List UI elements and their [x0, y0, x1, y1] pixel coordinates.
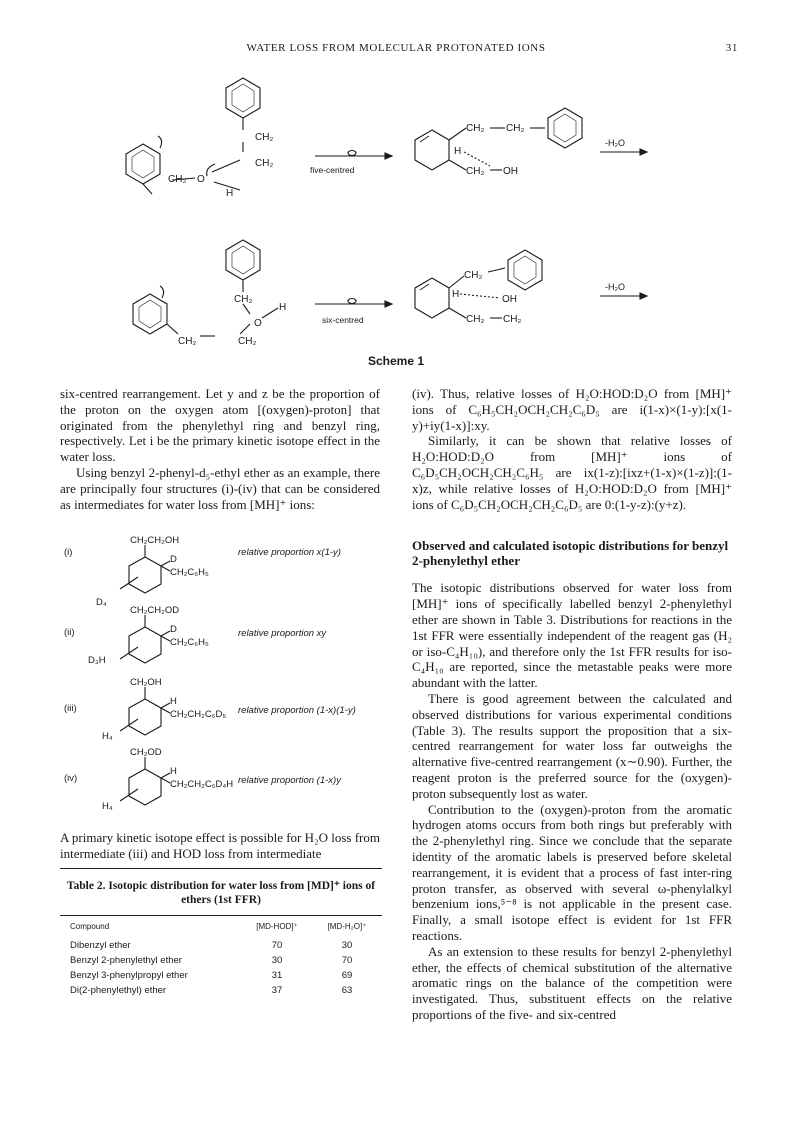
relative-proportion: relative proportion (1-x)y: [238, 775, 341, 786]
water-loss-label: -H₂O: [605, 138, 625, 148]
intermediate-group: CH₂CH₂C₆D₅: [170, 709, 227, 720]
group-label: H: [226, 188, 234, 199]
scheme-label: Scheme 1: [367, 354, 425, 368]
intermediate-number: (i): [64, 547, 73, 558]
intermediate-structures: [60, 533, 400, 823]
table-cell: 63: [341, 985, 353, 996]
table-caption: Table 2. Isotopic distribution for water loss from [MD]⁺ ions of ethers (1st FFR): [66, 880, 376, 906]
table-cell: 37: [271, 985, 283, 996]
arrow-label-five-centred: five-centred: [310, 165, 355, 175]
group-label: H: [452, 289, 460, 300]
table-header-row: [60, 916, 382, 938]
intermediate-group: CH₂CH₂OH: [130, 535, 180, 546]
table-2: [60, 868, 382, 998]
intermediate-group: CH₂C₆H₅: [170, 567, 209, 578]
table-row: [60, 968, 382, 983]
intermediate-group: H: [170, 766, 177, 777]
intermediates-drawing: [60, 533, 400, 823]
intermediate-number: (iii): [64, 703, 77, 714]
group-label: CH₂: [234, 294, 253, 305]
table-cell: Dibenzyl ether: [70, 940, 131, 951]
cyclohexadienyl-ring: [415, 278, 449, 318]
group-label: O: [197, 174, 205, 185]
intermediate-number: (ii): [64, 627, 75, 638]
intermediate-group: CH₂OD: [130, 747, 162, 758]
running-title: WATER LOSS FROM MOLECULAR PROTONATED IONS: [246, 42, 546, 54]
cyclohexadienyl-ring: [129, 699, 161, 735]
group-label: CH₂: [178, 336, 197, 347]
left-column-bottom: [60, 830, 380, 862]
table-cell: Benzyl 2-phenylethyl ether: [70, 955, 182, 966]
group-label: CH₂: [238, 336, 257, 347]
group-label: OH: [502, 294, 517, 305]
page-number: 31: [725, 42, 738, 54]
column-header: [MD-HOD]⁺: [256, 922, 298, 931]
paragraph: There is good agreement between the calculated and observed distributions for various experimental conditions (Table 3). The results support the proposition that a six-centred rearrangement for water loss far outweighs the alternative five-centred rearrangement (x∼0.90). Further, the reagent proton is the preferred source for the (oxygen)-proton subsequently lost as water.: [412, 690, 732, 801]
intermediate-group: H₄: [102, 801, 113, 812]
group-label: CH₂: [255, 158, 274, 169]
group-label: CH₂: [464, 270, 483, 281]
group-label: CH₂: [255, 132, 274, 143]
left-column: [60, 386, 380, 512]
table-cell: 69: [341, 970, 353, 981]
table-cell: Benzyl 3-phenylpropyl ether: [70, 970, 188, 981]
group-label: O: [254, 318, 262, 329]
cyclohexadienyl-ring: [129, 627, 161, 663]
paragraph: (iv). Thus, relative losses of H₂O:HOD:D₂O from [MH]⁺ ions of C₆H₅CH₂OCH₂CH₂C₆D₅ are i(1-x)×(1-y):[x(1-y)+iy(1-x)]:xy.: [412, 386, 732, 433]
table-cell: 30: [341, 940, 353, 951]
intermediate-group: CH₂C₆H₅: [170, 637, 209, 648]
arrow-label-six-centred: six-centred: [322, 315, 364, 325]
table-cell: 70: [271, 940, 283, 951]
cyclohexadienyl-ring: [129, 769, 161, 805]
intermediate-group: H₄: [102, 731, 113, 742]
intermediate-group: D: [170, 624, 177, 635]
scheme-figure: [40, 72, 760, 372]
paragraph: Contribution to the (oxygen)-proton from the aromatic hydrogen atoms occurs from both rings but preferably with the 2-phenylethyl ring. Since we conclude that the separate identity of the aromatic labels is preserved before skeletal rearrangement, it is evident that a process of fast inter-ring proton transfer, as observed with several ω-phenylalkyl benzenium ions,⁵⁻⁸ is not applicable in the present case. Finally, a small isotope effect is evident for 1st FFR reactions.: [412, 801, 732, 943]
table-rule: [60, 868, 382, 869]
table-cell: 30: [271, 955, 283, 966]
water-loss-label: -H₂O: [605, 282, 625, 292]
table-cell: Di(2-phenylethyl) ether: [70, 985, 167, 996]
right-column: [412, 386, 732, 1023]
group-label: CH₂: [466, 166, 485, 177]
table-row: [60, 938, 382, 953]
intermediate-group: CH₂OH: [130, 677, 162, 688]
paragraph: Similarly, it can be shown that relative losses of H₂O:HOD:D₂O from [MH]⁺ ions of C₆D₅CH₂OCH₂CH₂C₆H₅ are ix(1-z):[ixz+(1-x)×(1-z)]:(1-x)z, while relative losses of H₂O:HOD:D₂O from [MH]⁺ ions of C₆D₅CH₂OCH₂CH₂C₆D₅ are 0:(1-y-z):(y+z).: [412, 433, 732, 512]
column-header: Compound: [70, 922, 110, 931]
paragraph: As an extension to these results for benzyl 2-phenylethyl ether, the effects of chemical substitution of the alternative aromatic rings on the balance of the competition were investigated. Thus, substituent effects on the relative proportions of the five- and six-centred: [412, 943, 732, 1022]
group-label: H: [454, 146, 462, 157]
cyclohexadienyl-ring: [129, 557, 161, 593]
intermediate-number: (iv): [64, 773, 78, 784]
group-label: H: [279, 302, 287, 313]
intermediate-group: H: [170, 696, 177, 707]
group-label: CH₂: [466, 123, 485, 134]
paragraph: Using benzyl 2-phenyl-d₅-ethyl ether as an example, there are principally four structures (i)-(iv) that can be considered as intermediates for water loss from [MH]⁺ ions:: [60, 464, 380, 512]
table-row: [60, 953, 382, 968]
intermediate-group: CH₂CH₂C₆D₄H: [170, 779, 234, 790]
group-label: CH₂: [503, 314, 522, 325]
table-cell: 70: [341, 955, 353, 966]
section-heading: Observed and calculated isotopic distributions for benzyl 2-phenylethyl ether: [412, 538, 729, 569]
table-row: [60, 983, 382, 998]
intermediate-group: D₃H: [88, 655, 106, 666]
data-table: [60, 916, 382, 998]
relative-proportion: relative proportion xy: [238, 628, 327, 639]
paragraph: The isotopic distributions observed for water loss from [MH]⁺ ions of specifically labelled benzyl 2-phenylethyl ether are shown in Table 3. Distributions for reactions in the 1st FFR were essentially independent of the reagent gas (H₂ or iso-C₄H₁₀), and therefore only the 1st FFR results for iso-C₄H₁₀ are reported, since the metastable peaks were more abundant with the latter.: [412, 580, 732, 691]
table-cell: 31: [271, 970, 283, 981]
intermediate-group: D₄: [96, 597, 107, 608]
paragraph: six-centred rearrangement. Let y and z be the proportion of the proton on the oxygen atom [(oxygen)-proton] that originated from the phenylethyl ring and benzyl ring, respectively. Let i be the primary kinetic isotope effect in the water loss.: [60, 386, 380, 465]
intermediate-group: D: [170, 554, 177, 565]
group-label: CH₂: [168, 174, 187, 185]
intermediate-group: CH₂CH₂OD: [130, 605, 180, 616]
column-header: [MD-H₂O]⁺: [327, 922, 367, 931]
paragraph: A primary kinetic isotope effect is possible for H₂O loss from intermediate (iii) and HOD loss from intermediate: [60, 830, 380, 861]
group-label: CH₂: [506, 123, 525, 134]
group-label: OH: [503, 166, 518, 177]
relative-proportion: relative proportion (1-x)(1-y): [238, 705, 356, 716]
scheme-drawing: [40, 72, 760, 362]
group-label: CH₂: [466, 314, 485, 325]
relative-proportion: relative proportion x(1-y): [238, 547, 341, 558]
cyclohexadienyl-ring: [415, 130, 449, 170]
